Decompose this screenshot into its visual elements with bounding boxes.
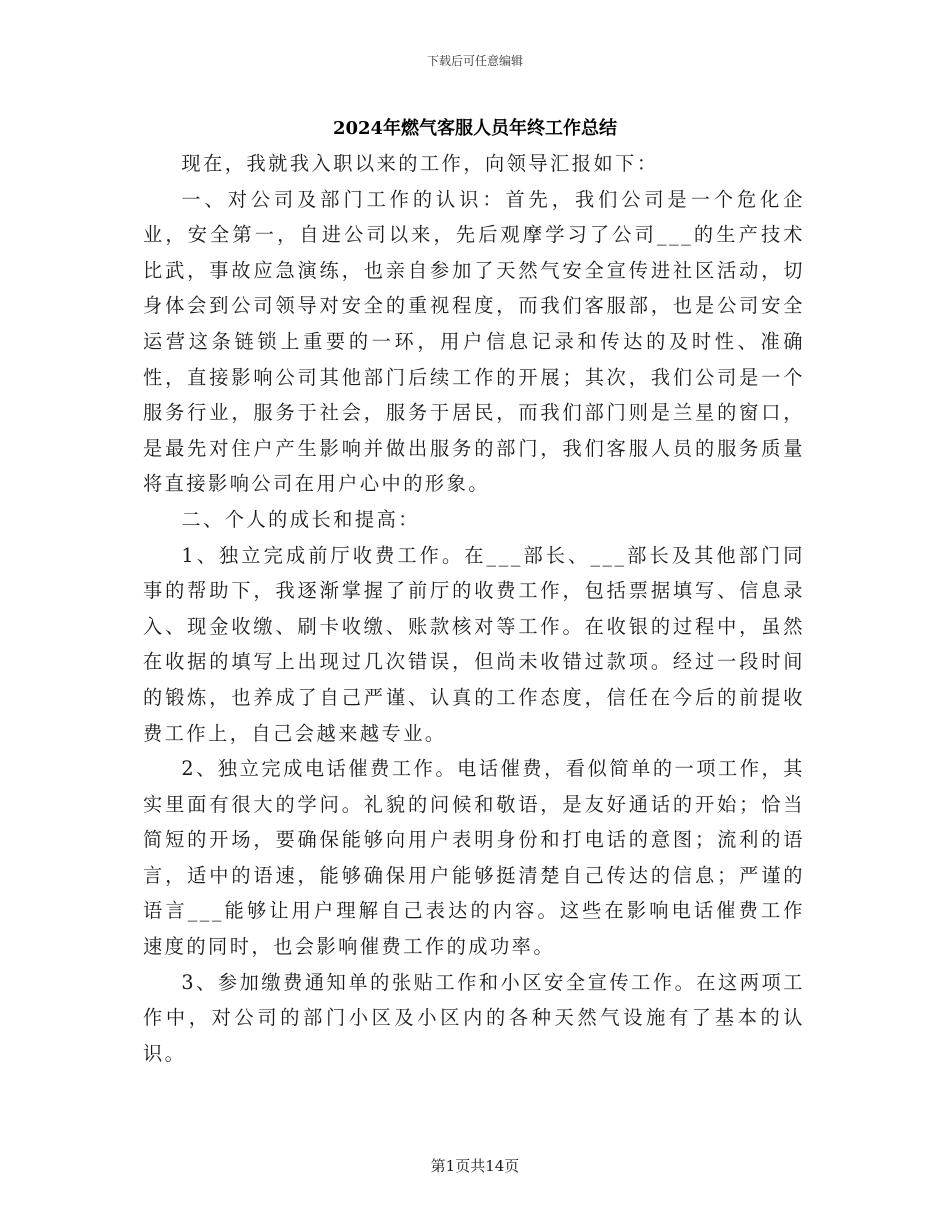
paragraph-item-2: 2、独立完成电话催费工作。电话催费，看似简单的一项工作，其实里面有很大的学问。礼貌的问候和敬语，是友好通话的开始；恰当简短的开场，要确保能够向用户表明身份和打电话的意图；流利的语言，适中的语速，能够确保用户能够挺清楚自己传达的信息；严谨的语言___能够让用户理解自己表达的内容。这些在影响电话催费工作速度的同时，也会影响催费工作的成功率。 [143,757,805,959]
paragraph-intro: 现在，我就我入职以来的工作，向领导汇报如下： [181,152,659,175]
document-title: 2024年燃气客服人员年终工作总结 [332,118,618,139]
page-header-note: 下载后可任意编辑 [426,54,523,68]
paragraph-item-3: 3、参加缴费通知单的张贴工作和小区安全宣传工作。在这两项工作中，对公司的部门小区及小区内的各种天然气设施有了基本的认识。 [143,970,805,1065]
paragraph-section-1: 一、对公司及部门工作的认识：首先，我们公司是一个危化企业，安全第一，自进公司以来，先后观摩学习了公司___的生产技术比武，事故应急演练，也亲自参加了天然气安全宣传进社区活动，切身体会到公司领导对安全的重视程度，而我们客服部，也是公司安全运营这条链锁上重要的一环，用户信息记录和传达的及时性、准确性，直接影响公司其他部门后续工作的开展；其次，我们公司是一个服务行业，服务于社会，服务于居民，而我们部门则是兰星的窗口，是最先对住户产生影响并做出服务的部门，我们客服人员的服务质量将直接影响公司在用户心中的形象。 [143,187,805,496]
paragraph-section-2-heading: 二、个人的成长和提高： [181,507,420,531]
document-body [143,146,805,1071]
page-number: 第1页共14页 [430,1157,520,1175]
paragraph-item-1: 1、独立完成前厅收费工作。在___部长、___部长及其他部门同事的帮助下，我逐渐掌握了前厅的收费工作，包括票据填写、信息录入、现金收缴、刷卡收缴、账款核对等工作。在收银的过程中，虽然在收据的填写上出现过几次错误，但尚未收错过款项。经过一段时间的锻炼，也养成了自己严谨、认真的工作态度，信任在今后的前提收费工作上，自己会越来越专业。 [143,543,805,745]
